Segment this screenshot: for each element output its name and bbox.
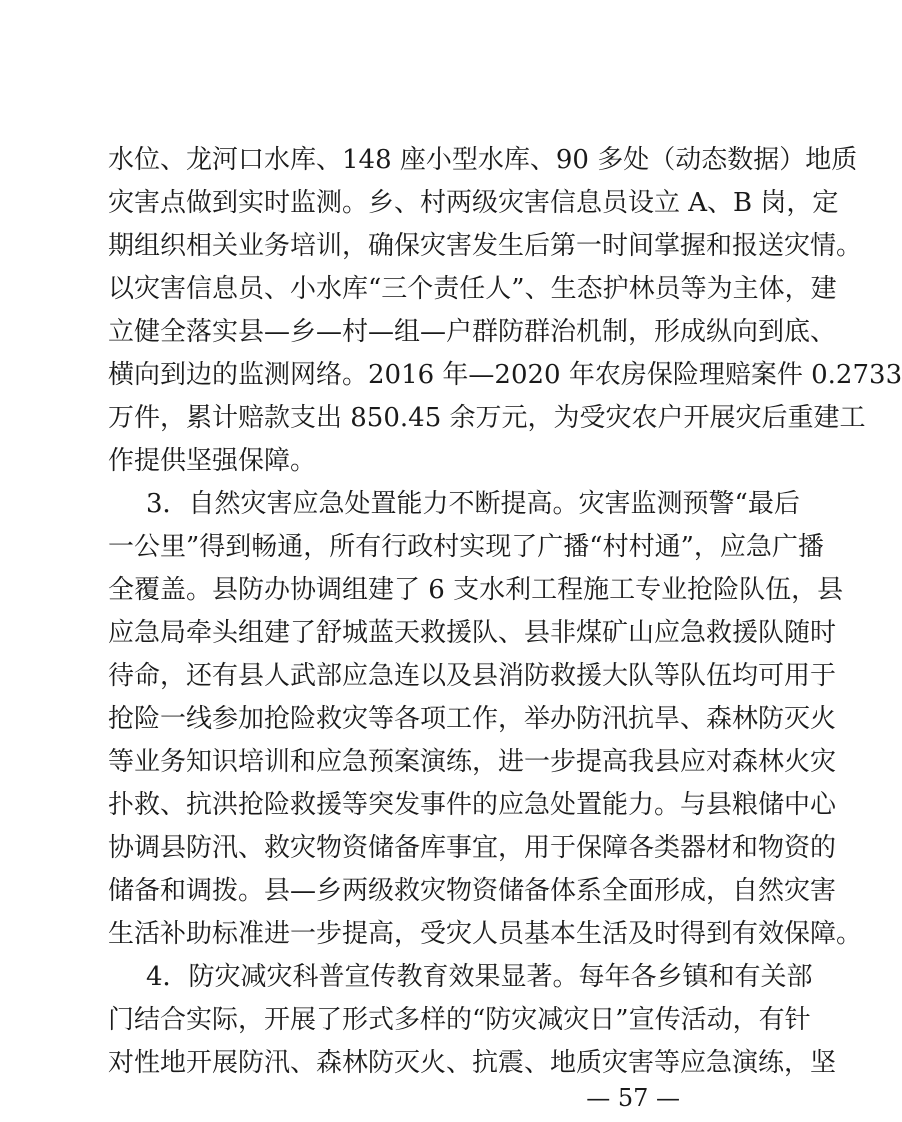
text-line: 待命，还有县人武部应急连以及县消防救援大队等队伍均可用于 <box>108 661 837 691</box>
text-line: 灾害点做到实时监测。乡、村两级灾害信息员设立 A、B 岗，定 <box>108 188 839 218</box>
text-line: 3．自然灾害应急处置能力不断提高。灾害监测预警“最后 <box>146 489 800 519</box>
text-line: 等业务知识培训和应急预案演练，进一步提高我县应对森林火灾 <box>108 747 837 777</box>
text-line: 以灾害信息员、小水库“三个责任人”、生态护林员等为主体，建 <box>108 274 837 304</box>
text-line: 期组织相关业务培训，确保灾害发生后第一时间掌握和报送灾情。 <box>108 231 863 261</box>
text-line: 协调县防汛、救灾物资储备库事宜，用于保障各类器材和物资的 <box>108 833 837 863</box>
text-line: 水位、龙河口水库、148 座小型水库、90 多处（动态数据）地质 <box>108 145 858 175</box>
text-line: 4．防灾减灾科普宣传教育效果显著。每年各乡镇和有关部 <box>146 962 813 992</box>
text-line: 全覆盖。县防办协调组建了 6 支水利工程施工专业抢险队伍，县 <box>108 575 844 605</box>
text-line: 对性地开展防汛、森林防灭火、抗震、地质灾害等应急演练，坚 <box>108 1048 837 1078</box>
text-line: 万件，累计赔款支出 850.45 余万元，为受灾农户开展灾后重建工 <box>108 403 866 433</box>
text-line: 横向到边的监测网络。2016 年—2020 年农房保险理赔案件 0.2733 <box>108 360 902 390</box>
text-line: 抢险一线参加抢险救灾等各项工作，举办防汛抗旱、森林防灭火 <box>108 704 837 734</box>
text-line: 储备和调拨。县—乡两级救灾物资储备体系全面形成，自然灾害 <box>108 876 837 906</box>
text-line: 生活补助标准进一步提高，受灾人员基本生活及时得到有效保障。 <box>108 919 863 949</box>
text-line: 立健全落实县—乡—村—组—户群防群治机制，形成纵向到底、 <box>108 317 837 347</box>
text-line: 一公里”得到畅通，所有行政村实现了广播“村村通”，应急广播 <box>108 532 824 562</box>
text-line: 门结合实际，开展了形式多样的“防灾减灾日”宣传活动，有针 <box>108 1005 811 1035</box>
text-line: 扑救、抗洪抢险救援等突发事件的应急处置能力。与县粮储中心 <box>108 790 837 820</box>
text-line: 应急局牵头组建了舒城蓝天救援队、县非煤矿山应急救援队随时 <box>108 618 837 648</box>
page-number: — 57 — <box>586 1084 680 1112</box>
text-line: 作提供坚强保障。 <box>108 446 317 476</box>
